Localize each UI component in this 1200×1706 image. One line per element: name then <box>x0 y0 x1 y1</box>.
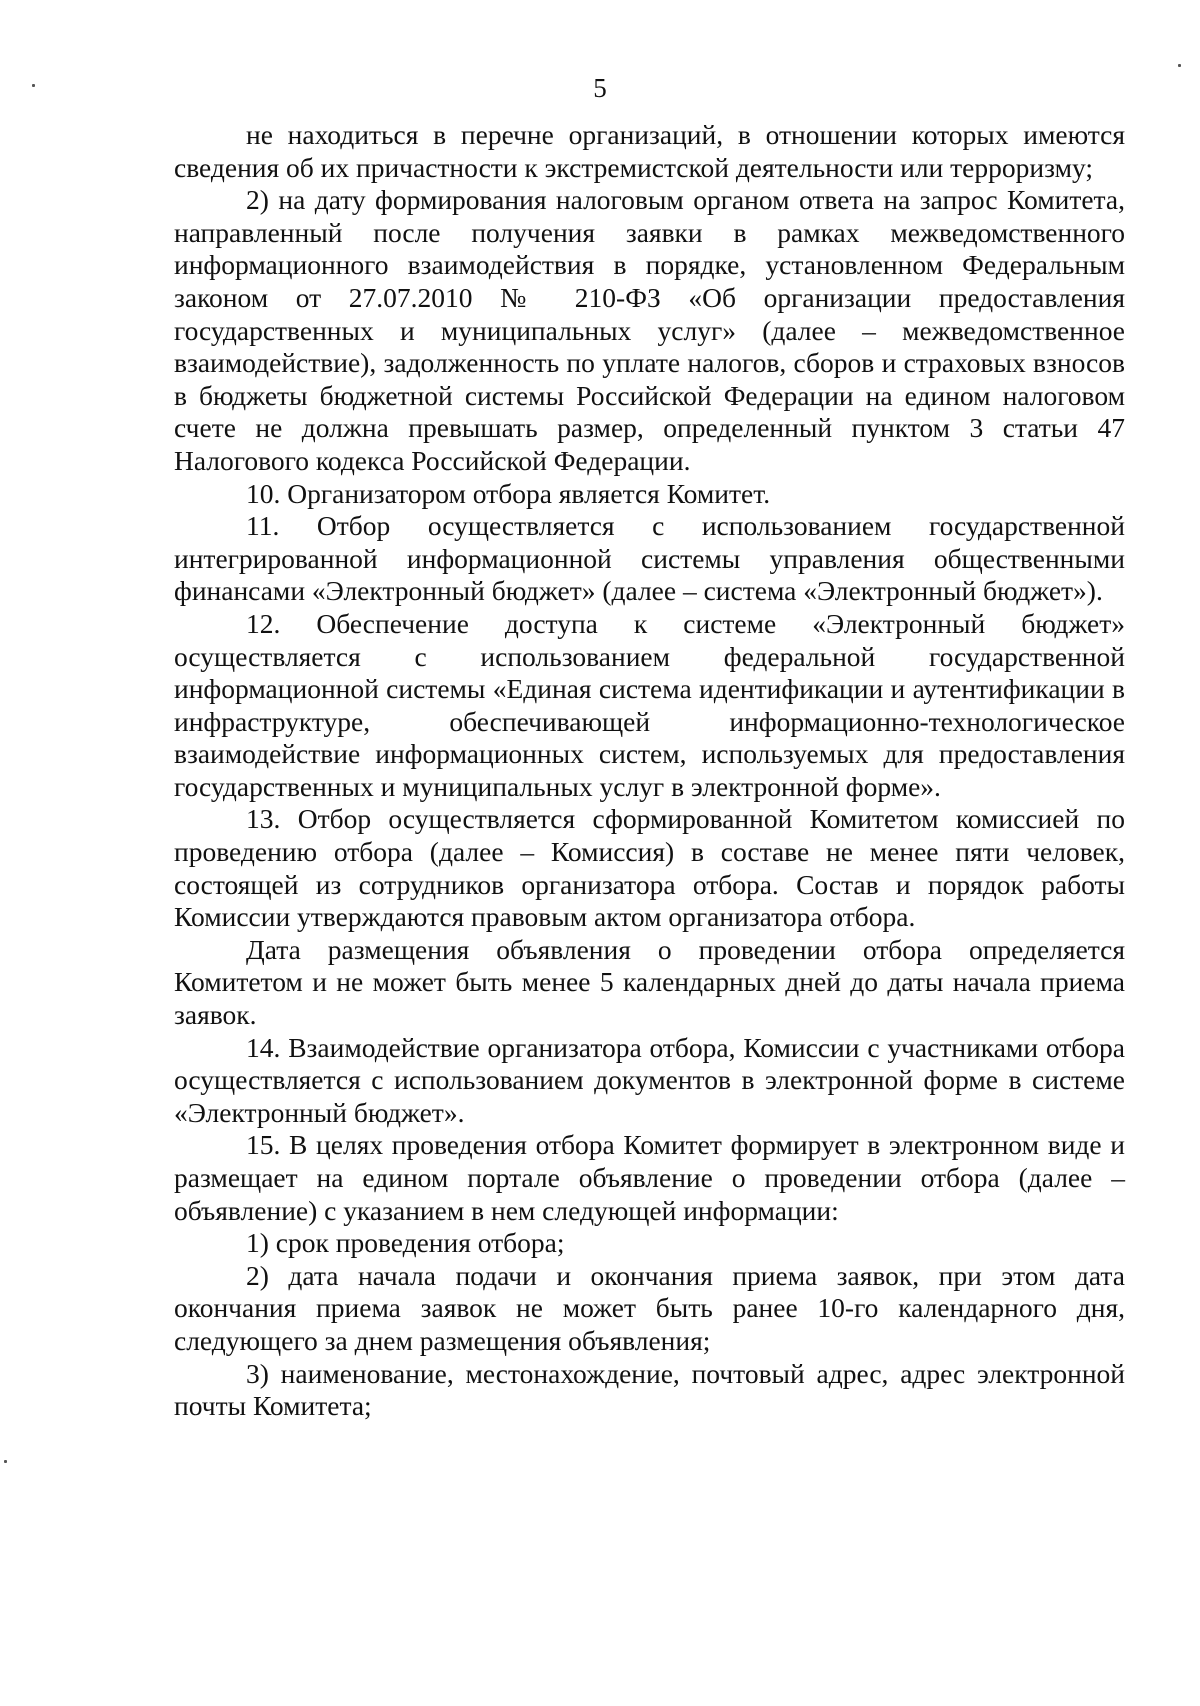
scan-dust-mark <box>32 84 35 87</box>
paragraph-13-commission: 13. Отбор осуществляется сформированной Комитетом комиссией по проведению отбора (далее – Комиссия) в составе не менее пяти человек, состоящей из сотрудников организатора отбора. Состав и порядок работы Комиссии утверждаются правовым актом организатора отбора. <box>174 803 1125 933</box>
paragraph-announcement-date: Дата размещения объявления о проведении отбора определяется Комитетом и не может быть менее 5 календарных дней до даты начала приема заявок. <box>174 933 1125 1031</box>
list-item-2-dates: 2) дата начала подачи и окончания приема заявок, при этом дата окончания приема заявок не может быть ранее 10-го календарного дня, следующего за днем размещения объявления; <box>174 1259 1125 1356</box>
scan-dust-mark <box>4 1460 7 1463</box>
paragraph-15-announcement: 15. В целях проведения отбора Комитет формирует в электронном виде и размещает на едином портале объявление о проведении отбора (далее – объявление) с указанием в нем следующей информации: <box>174 1129 1125 1226</box>
paragraph-10-organizer: 10. Организатором отбора является Комитет. <box>246 477 771 509</box>
paragraph-requirement-tax-debt: 2) на дату формирования налоговым органом ответа на запрос Комитета, направленный после получения заявки в рамках межведомственного информационного взаимодействия в порядке, установленном Федеральным законом от 27.07.2010 № 210-ФЗ «Об организации предоставления государственных и муниципальных услуг» (далее – межведомственное взаимодействие), задолженность по уплате налогов, сборов и страховых взносов в бюджеты бюджетной системы Российской Федерации на едином налоговом счете не должна превышать размер, определенный пунктом 3 статьи 47 Налогового кодекса Российской Федерации. <box>174 184 1125 476</box>
list-item-3-contacts: 3) наименование, местонахождение, почтовый адрес, адрес электронной почты Комитета; <box>174 1357 1125 1422</box>
paragraph-11-system: 11. Отбор осуществляется с использованием государственной интегрированной информационной системы управления общественными финансами «Электронный бюджет» (далее – система «Электронный бюджет»). <box>174 510 1125 607</box>
list-item-1-term: 1) срок проведения отбора; <box>246 1227 565 1259</box>
document-body <box>174 119 1125 1423</box>
scan-dust-mark <box>1178 64 1181 67</box>
page-number: 5 <box>593 73 607 103</box>
paragraph-requirement-extremism: не находиться в перечне организаций, в отношении которых имеются сведения об их причастности к экстремистской деятельности или терроризму; <box>174 119 1125 183</box>
paragraph-14-interaction: 14. Взаимодействие организатора отбора, Комиссии с участниками отбора осуществляется с использованием документов в электронной форме в системе «Электронный бюджет». <box>174 1031 1125 1128</box>
paragraph-12-access: 12. Обеспечение доступа к системе «Электронный бюджет» осуществляется с использованием федеральной государственной информационной системы «Единая система идентификации и аутентификации в инфраструктуре, обеспечивающей информационно-технологическое взаимодействие информационных систем, используемых для предоставления государственных и муниципальных услуг в электронной форме». <box>174 607 1125 802</box>
